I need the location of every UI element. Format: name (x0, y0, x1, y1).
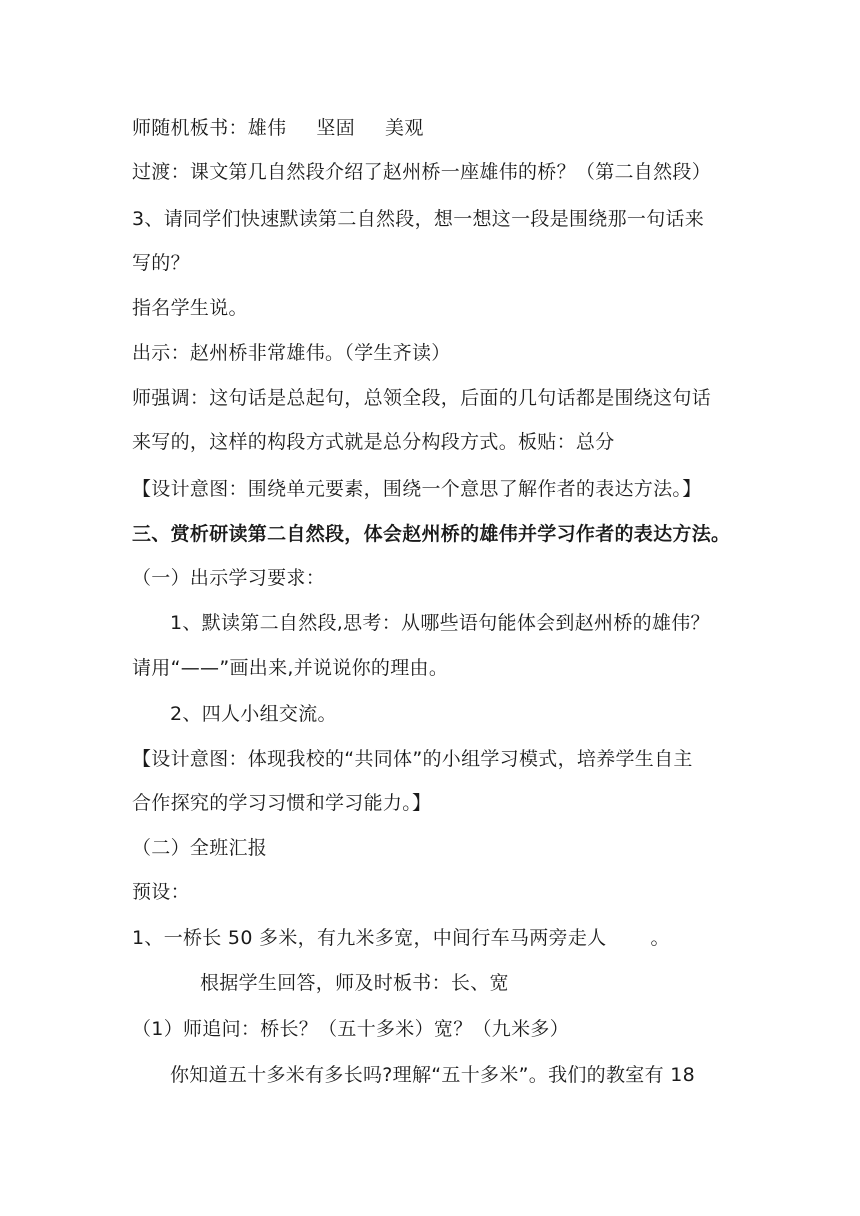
text-line: 请用“——”画出来,并说说你的理由。 (132, 657, 449, 679)
text-line: 合作探究的学习习惯和学习能力。】 (132, 792, 432, 814)
text-line: 根据学生回答，师及时板书：长、宽 (200, 972, 509, 994)
text-line: 指名学生说。 (132, 297, 248, 319)
section-heading: 三、赏析研读第二自然段，体会赵州桥的雄伟并学习作者的表达方法。 (132, 523, 731, 545)
design-intent-line: 【设计意图：围绕单元要素，围绕一个意思了解作者的表达方法。】 (132, 478, 702, 500)
text-line: 来写的，这样的构段方式就是总分构段方式。板贴：总分 (132, 431, 615, 453)
text-line: 2、四人小组交流。 (170, 703, 337, 725)
text-line: 过渡：课文第几自然段介绍了赵州桥一座雄伟的桥？（第二自然段） (132, 161, 712, 183)
text-line: 出示：赵州桥非常雄伟。（学生齐读） (132, 342, 451, 364)
text-line: 1、默读第二自然段,思考：从哪些语句能体会到赵州桥的雄伟？ (170, 612, 710, 634)
text-line: （一）出示学习要求： (132, 567, 326, 589)
board-word: 坚固 (316, 117, 356, 139)
board-word: 美观 (385, 117, 424, 139)
text-line: （二）全班汇报 (132, 837, 268, 859)
text-line: 1、一桥长 50 多米，有九米多宽，中间行车马两旁走人 。 (132, 927, 670, 949)
text-line: 3、请同学们快速默读第二自然段，想一想这一段是围绕那一句话来 (132, 208, 705, 230)
text-line: 你知道五十多米有多长吗?理解“五十多米”。我们的教室有 18 (170, 1064, 695, 1086)
design-intent-line: 【设计意图：体现我校的“共同体”的小组学习模式，培养学生自主 (132, 748, 693, 770)
board-writing-line: 师随机板书：雄伟 坚固 美观 (132, 117, 424, 139)
text-line: 预设： (132, 881, 190, 903)
text-line: （1）师追问：桥长？（五十多米）宽？（九米多） (132, 1018, 569, 1040)
text-line: 写的？ (132, 252, 190, 274)
text-line: 师强调：这句话是总起句，总领全段，后面的几句话都是围绕这句话 (132, 387, 712, 409)
